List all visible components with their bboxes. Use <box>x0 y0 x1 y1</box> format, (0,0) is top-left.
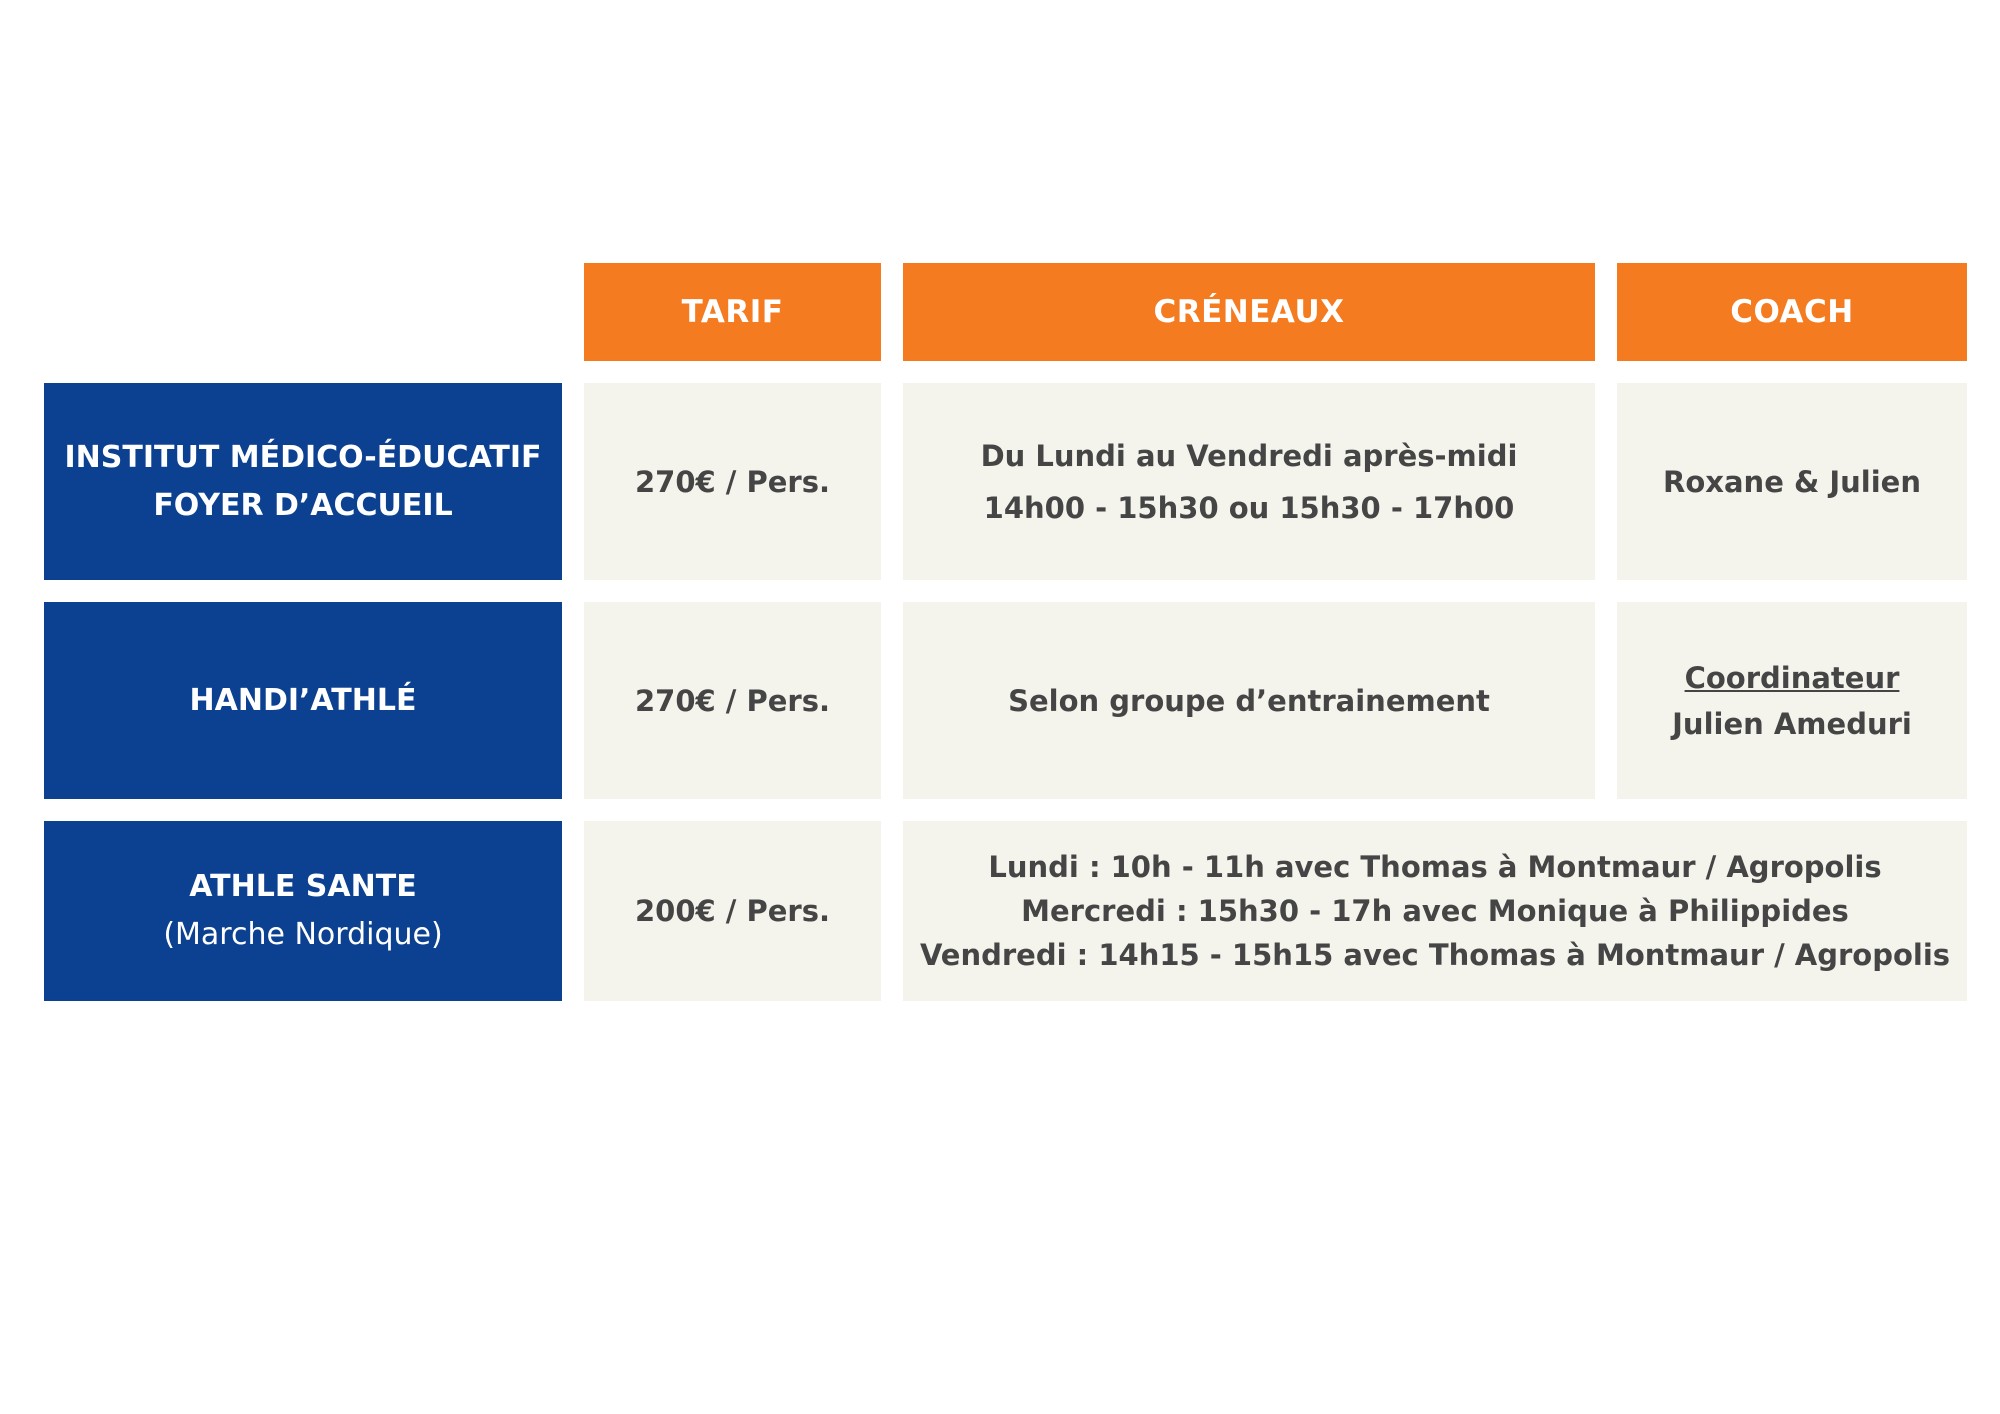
row-title-institut <box>44 383 562 580</box>
creneau-line: Selon groupe d’entrainement <box>1008 683 1490 718</box>
row-title-line: FOYER D’ACCUEIL <box>153 487 453 523</box>
row-title-line: INSTITUT MÉDICO-ÉDUCATIF <box>64 439 542 475</box>
row-subtitle: (Marche Nordique) <box>163 917 443 952</box>
header-creneaux <box>903 263 1595 361</box>
header-creneaux-label: CRÉNEAUX <box>1153 294 1345 330</box>
header-tarif <box>584 263 881 361</box>
row-title-athle-sante <box>44 821 562 1001</box>
row-2-tarif <box>584 602 881 799</box>
row-3-tarif <box>584 821 881 1001</box>
header-coach-label: COACH <box>1730 294 1854 330</box>
row-1-coach <box>1617 383 1967 580</box>
creneau-line: Lundi : 10h - 11h avec Thomas à Montmaur / Agropolis <box>988 850 1882 884</box>
creneau-line: Vendredi : 14h15 - 15h15 avec Thomas à Montmaur / Agropolis <box>919 938 1951 972</box>
creneau-line: Mercredi : 15h30 - 17h avec Monique à Philippides <box>1021 894 1849 928</box>
row-2-coach <box>1617 602 1967 799</box>
row-title-line: ATHLE SANTE <box>189 869 417 904</box>
creneau-line: Du Lundi au Vendredi après-midi <box>980 438 1518 473</box>
row-1-creneaux <box>903 383 1595 580</box>
tarif-value: 270€ / Pers. <box>635 464 830 499</box>
coach-value: Roxane & Julien <box>1663 464 1921 499</box>
row-title-line: HANDI’ATHLÉ <box>189 682 417 718</box>
row-2-creneaux <box>903 602 1595 799</box>
tarif-value: 270€ / Pers. <box>635 683 830 718</box>
creneau-line: 14h00 - 15h30 ou 15h30 - 17h00 <box>983 490 1515 525</box>
row-3-creneaux <box>903 821 1967 1001</box>
header-coach <box>1617 263 1967 361</box>
row-title-handi-athle <box>44 602 562 799</box>
header-tarif-label: TARIF <box>681 294 784 330</box>
coach-value: Julien Ameduri <box>1672 706 1912 741</box>
tarif-value: 200€ / Pers. <box>635 894 830 928</box>
row-1-tarif <box>584 383 881 580</box>
coordinator-label: Coordinateur <box>1684 660 1900 695</box>
